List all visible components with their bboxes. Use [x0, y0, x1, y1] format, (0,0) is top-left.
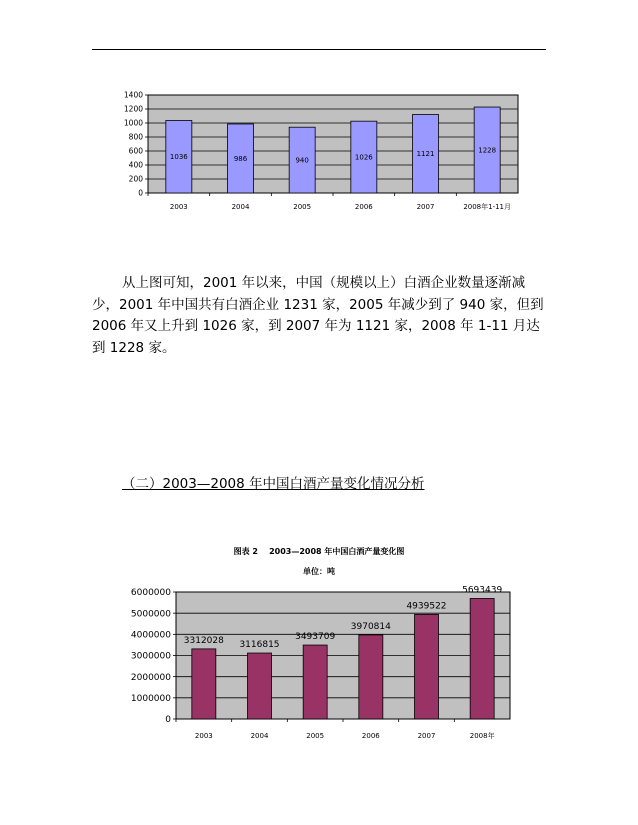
- y-tick-label: 1200: [123, 104, 143, 114]
- data-label: 1026: [354, 153, 373, 162]
- data-label: 3312028: [183, 635, 224, 646]
- x-tick-label: 2007: [416, 203, 435, 211]
- data-label: 986: [233, 154, 248, 163]
- data-label: 3116815: [239, 640, 280, 651]
- x-tick-label: 2007: [417, 732, 436, 740]
- chart2-unit: 单位：吨: [303, 567, 335, 576]
- x-tick-label: 2006: [361, 732, 380, 740]
- analysis-paragraph: 从上图可知，2001 年以来，中国（规模以上）白酒企业数量逐渐减少，2001 年中国共有白酒企业 1231 家，2005 年减少到了 940 家，但到 2006 年又上升到 1026 家，到 2007 年为 1121 家，2008 年 1-11 月达到 1228 家。: [92, 275, 544, 356]
- x-tick-label: 2005: [306, 732, 325, 740]
- y-tick-label: 400: [128, 160, 143, 170]
- y-tick-label: 6000000: [130, 588, 171, 599]
- data-label: 4939522: [406, 601, 447, 612]
- y-tick-label: 0: [138, 188, 143, 198]
- x-tick-label: 2004: [250, 732, 269, 740]
- data-label: 1036: [169, 153, 188, 162]
- y-tick-label: 200: [128, 174, 143, 184]
- x-tick-label: 2003: [194, 732, 213, 740]
- x-tick-label: 2006: [354, 203, 373, 211]
- y-tick-label: 800: [128, 132, 143, 142]
- x-tick-label: 2004: [231, 203, 250, 211]
- bar: [470, 598, 494, 719]
- bar: [303, 645, 327, 719]
- x-tick-label: 2008年1-11月: [463, 203, 512, 211]
- data-label: 3493709: [295, 632, 336, 643]
- y-tick-label: 600: [128, 146, 143, 156]
- y-tick-label: 3000000: [130, 651, 171, 662]
- data-label: 3970814: [350, 621, 391, 632]
- y-tick-label: 4000000: [130, 630, 171, 641]
- y-tick-label: 2000000: [130, 672, 171, 683]
- y-tick-label: 1400: [123, 90, 143, 100]
- y-tick-label: 1000: [123, 118, 143, 128]
- chart2-title: 图表 2 2003—2008 年中国白酒产量变化图: [233, 547, 405, 556]
- data-label: 940: [295, 156, 309, 165]
- y-tick-label: 5000000: [130, 609, 171, 620]
- bar: [415, 614, 439, 719]
- data-label: 1228: [478, 146, 497, 155]
- section-heading: （二）2003—2008 年中国白酒产量变化情况分析: [122, 476, 425, 492]
- data-label: 5693439: [462, 585, 503, 596]
- x-tick-label: 2005: [293, 203, 312, 211]
- x-tick-label: 2008年: [469, 732, 495, 740]
- bar: [359, 635, 383, 719]
- bar: [248, 653, 272, 719]
- x-tick-label: 2003: [169, 203, 188, 211]
- bar: [192, 649, 216, 719]
- y-tick-label: 0: [165, 715, 171, 726]
- y-tick-label: 1000000: [130, 693, 171, 704]
- data-label: 1121: [416, 150, 435, 159]
